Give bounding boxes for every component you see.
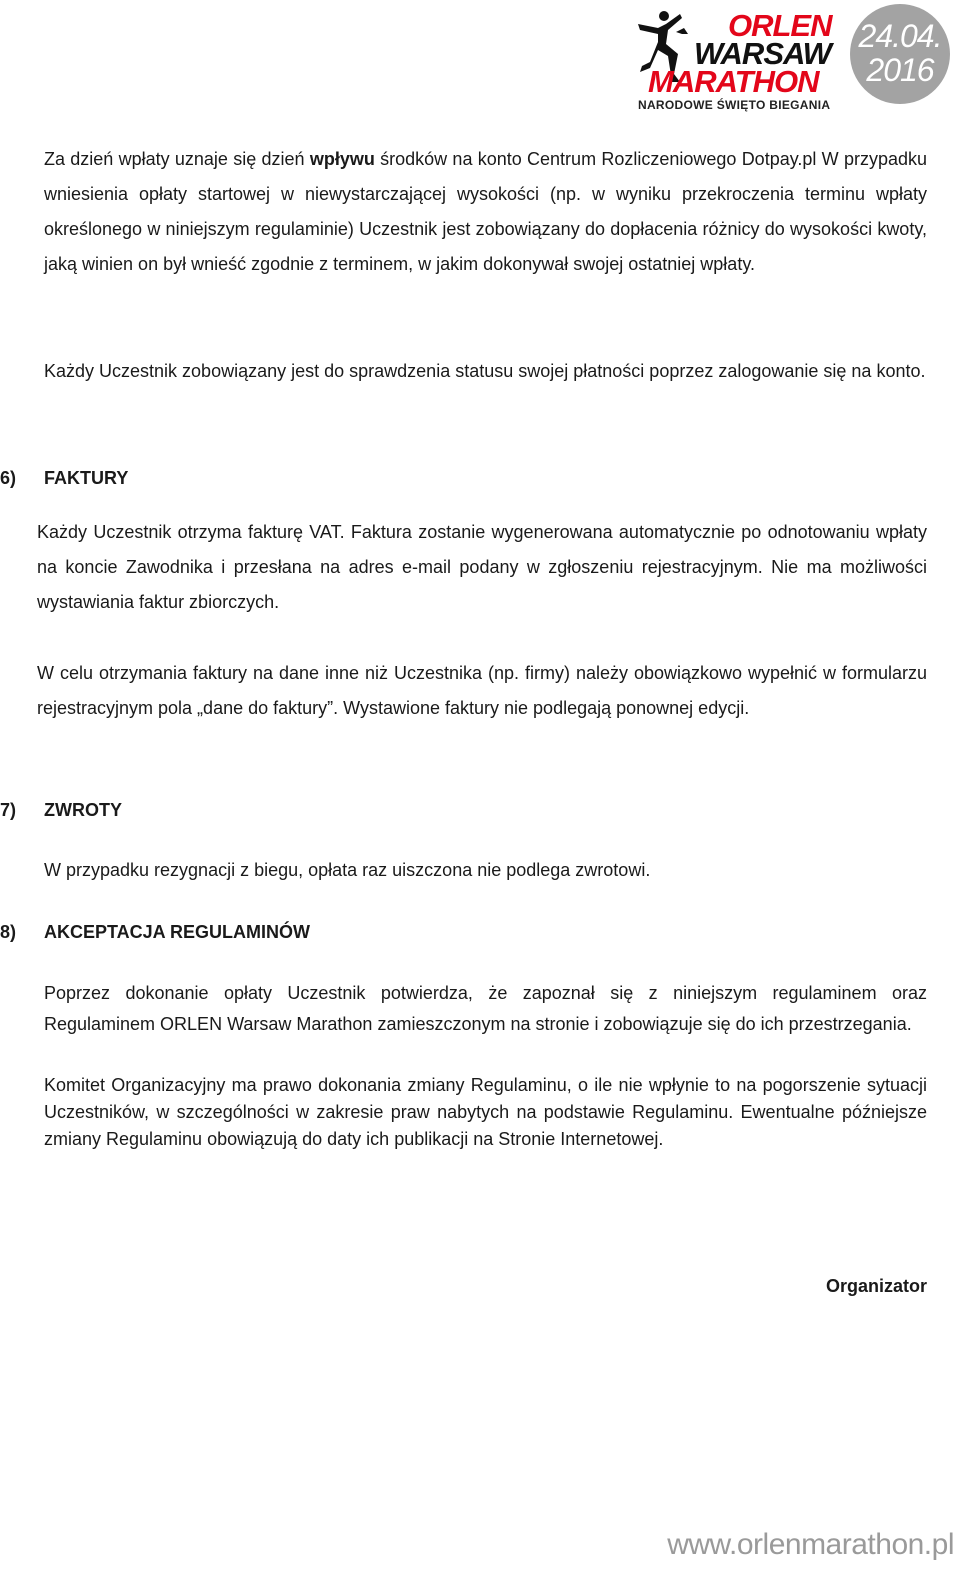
refunds-paragraph: W przypadku rezygnacji z biegu, opłata raz uiszczona nie podlega zwrotowi. bbox=[44, 860, 651, 880]
section-heading-refunds bbox=[0, 798, 400, 822]
intro-text-after: środków na konto Centrum Rozliczeniowego Dotpay.pl W przypadku wniesienia opłaty startowej w niewystarczającej wysokości (np. w wyniku przekroczenia terminu wpłaty określonego w niniejszym regulaminie) Uczestnik jest zobowiązany do dopłacenia różnicy do wysokości kwoty, jaką winien on był wnieść zgodnie z terminem, w jakim dokonywał swojej ostatniej wpłaty. bbox=[44, 149, 927, 274]
logo-word-marathon: MARATHON bbox=[648, 64, 819, 99]
intro-paragraph-status: Każdy Uczestnik zobowiązany jest do sprawdzenia statusu swojej płatności poprzez zalogowanie się na konto. bbox=[44, 361, 926, 381]
section-title: AKCEPTACJA REGULAMINÓW bbox=[44, 922, 310, 942]
section-title: ZWROTY bbox=[44, 800, 122, 820]
acceptance-paragraph-2: Komitet Organizacyjny ma prawo dokonania zmiany Regulaminu, o ile nie wpłynie to na pogorszenie sytuacji Uczestników, w szczególności w zakresie praw nabytych na podstawie Regulaminu. Ewentualne późniejsze zmiany Regulaminu obowiązują do daty ich publikacji na Stronie Internetowej. bbox=[44, 1075, 927, 1149]
logo-tagline: NARODOWE ŚWIĘTO BIEGANIA bbox=[638, 98, 831, 112]
section-heading-invoices bbox=[0, 466, 400, 490]
section-heading-acceptance bbox=[0, 920, 500, 944]
intro-text-bold: wpływu bbox=[309, 149, 375, 169]
section-title: FAKTURY bbox=[44, 468, 129, 488]
acceptance-paragraph-1: Poprzez dokonanie opłaty Uczestnik potwierdza, że zapoznał się z niniejszym regulaminem oraz Regulaminem ORLEN Warsaw Marathon zamieszczonym na stronie i zobowiązuje się do ich przestrzegania. bbox=[44, 983, 927, 1034]
section-number: 6) bbox=[0, 468, 17, 488]
event-date-badge bbox=[850, 4, 950, 104]
orlen-warsaw-marathon-logo bbox=[636, 4, 954, 112]
logo-word-warsaw: WARSAW bbox=[694, 36, 831, 71]
invoices-paragraph-1: Każdy Uczestnik otrzyma fakturę VAT. Faktura zostanie wygenerowana automatycznie po odnotowaniu wpłaty na koncie Zawodnika i przesłana na adres e-mail podany w zgłoszeniu rejestracyjnym. Nie ma możliwości wystawiania faktur zbiorczych. bbox=[37, 522, 927, 612]
event-date-year: 2016 bbox=[866, 52, 934, 88]
section-number: 7) bbox=[0, 800, 17, 820]
intro-text-before: Za dzień wpłaty uznaje się dzień bbox=[44, 149, 310, 169]
signature-organizer: Organizator bbox=[825, 1276, 927, 1296]
invoices-paragraph-2: W celu otrzymania faktury na dane inne niż Uczestnika (np. firmy) należy obowiązkowo wypełnić w formularzu rejestracyjnym pola „dane do faktury”. Wystawione faktury nie podlegają ponownej edycji. bbox=[37, 663, 927, 718]
section-number: 8) bbox=[0, 922, 17, 942]
intro-paragraph-payment-date bbox=[44, 142, 927, 282]
footer-website-url: www.orlenmarathon.pl bbox=[667, 1528, 954, 1561]
logo-word-orlen: ORLEN bbox=[728, 8, 832, 43]
event-date-day-month: 24.04. bbox=[858, 18, 942, 54]
